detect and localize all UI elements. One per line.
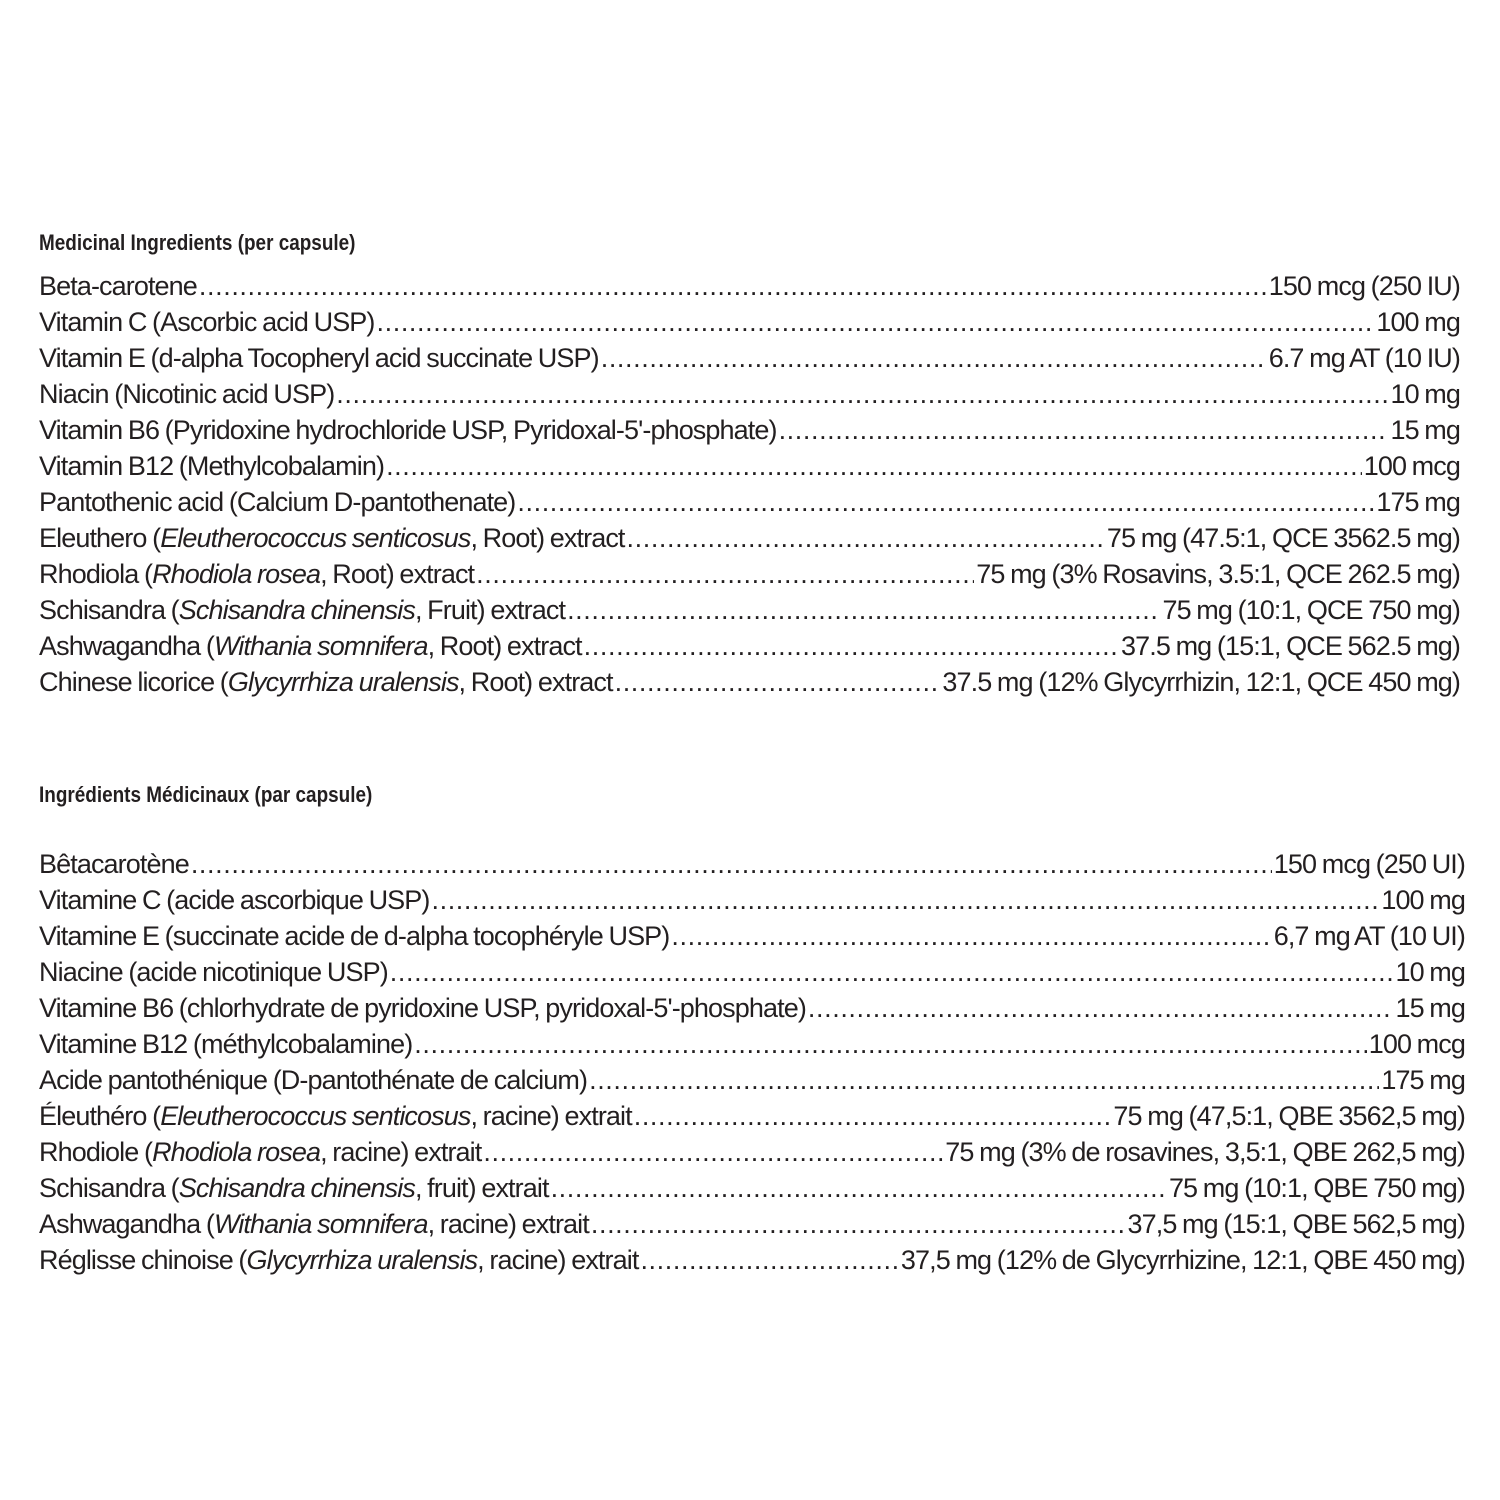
botanical-name: Eleutherococcus senticosus: [160, 523, 471, 553]
dot-leader: [601, 340, 1267, 376]
botanical-name: Withania somnifera: [213, 1209, 428, 1239]
ingredient-row: [39, 304, 1460, 340]
ingredient-name: [39, 1170, 549, 1206]
ingredient-row: [39, 664, 1460, 700]
ingredient-name-text: Vitamin B12 (Methylcobalamin): [39, 451, 385, 481]
ingredient-name: [39, 1206, 589, 1242]
ingredient-row: [39, 1242, 1465, 1278]
ingredient-name: [39, 1134, 481, 1170]
ingredient-amount: 75 mg (47.5:1, QCE 3562.5 mg): [1106, 523, 1460, 553]
ingredient-name-text: , racine) extrait: [477, 1245, 639, 1275]
ingredient-name: [39, 1098, 632, 1134]
ingredient-name-text: Vitamine E (succinate acide de d-alpha tocophéryle USP): [39, 921, 670, 951]
dot-leader: [517, 484, 1374, 520]
ingredient-row: [39, 520, 1460, 556]
ingredient-name-text: Bêtacarotène: [39, 849, 189, 879]
ingredient-name-text: Beta-carotene: [39, 271, 197, 301]
ingredient-name-text: , Root) extract: [458, 667, 613, 697]
ingredient-name-text: Chinese licorice (: [39, 667, 228, 697]
ingredient-name-text: , Root) extract: [470, 523, 625, 553]
dot-leader: [627, 520, 1105, 556]
botanical-name: Schisandra chinensis: [178, 1173, 415, 1203]
ingredient-amount: 37.5 mg (15:1, QCE 562.5 mg): [1121, 631, 1460, 661]
dot-leader: [591, 1206, 1126, 1242]
dot-leader: [808, 990, 1394, 1026]
dot-leader: [199, 268, 1267, 304]
ingredient-amount: 100 mg: [1381, 885, 1465, 915]
ingredient-name: [39, 846, 189, 882]
ingredient-amount: 150 mcg (250 UI): [1273, 849, 1465, 879]
ingredient-name: [39, 448, 384, 484]
dot-leader: [386, 448, 1362, 484]
ingredient-name-text: Schisandra (: [39, 595, 179, 625]
botanical-name: Withania somnifera: [213, 631, 428, 661]
ingredient-name: [39, 340, 599, 376]
ingredient-name-text: Vitamin E (d-alpha Tocopheryl acid succinate USP): [39, 343, 599, 373]
ingredient-name: [39, 556, 474, 592]
ingredient-row: [39, 412, 1460, 448]
ingredient-row: [39, 1134, 1465, 1170]
ingredient-row: [39, 1098, 1465, 1134]
ingredient-name-text: Rhodiole (: [39, 1137, 153, 1167]
ingredient-name: [39, 1242, 638, 1278]
ingredient-name-text: Niacin (Nicotinic acid USP): [39, 379, 335, 409]
botanical-name: Glycyrrhiza uralensis: [246, 1245, 478, 1275]
ingredient-name: [39, 882, 430, 918]
english-heading: Medicinal Ingredients (per capsule): [39, 230, 356, 255]
dot-leader: [377, 304, 1375, 340]
ingredient-amount: 100 mg: [1376, 307, 1460, 337]
english-ingredient-list: [39, 268, 1460, 700]
ingredient-row: [39, 448, 1460, 484]
ingredient-name-text: , racine) extrait: [427, 1209, 589, 1239]
ingredient-name: [39, 304, 375, 340]
ingredient-amount: 75 mg (10:1, QBE 750 mg): [1168, 1173, 1465, 1203]
ingredient-row: [39, 1062, 1465, 1098]
ingredient-name: [39, 1026, 412, 1062]
ingredient-row: [39, 628, 1460, 664]
ingredient-row: [39, 556, 1460, 592]
dot-leader: [671, 918, 1271, 954]
ingredient-name: [39, 520, 625, 556]
dot-leader: [634, 1098, 1112, 1134]
ingredient-name: [39, 954, 388, 990]
ingredient-row: [39, 990, 1465, 1026]
ingredient-amount: 37.5 mg (12% Glycyrrhizin, 12:1, QCE 450 mg): [942, 667, 1460, 697]
dot-leader: [483, 1134, 943, 1170]
ingredient-name-text: , Root) extract: [320, 559, 475, 589]
dot-leader: [615, 664, 941, 700]
ingredient-row: [39, 882, 1465, 918]
ingredient-row: [39, 954, 1465, 990]
ingredient-name-text: , Fruit) extract: [414, 595, 566, 625]
ingredient-name-text: , fruit) extrait: [414, 1173, 549, 1203]
ingredient-name-text: , racine) extrait: [470, 1101, 632, 1131]
ingredient-amount: 75 mg (3% de rosavines, 3,5:1, QBE 262,5 mg): [945, 1137, 1465, 1167]
ingredient-name-text: Vitamin C (Ascorbic acid USP): [39, 307, 375, 337]
ingredient-name-text: Réglisse chinoise (: [39, 1245, 247, 1275]
ingredient-amount: 10 mg: [1390, 379, 1460, 409]
ingredient-name: [39, 664, 613, 700]
ingredient-name-text: Vitamine B12 (méthylcobalamine): [39, 1029, 413, 1059]
dot-leader: [414, 1026, 1366, 1062]
ingredient-name: [39, 592, 565, 628]
dot-leader: [584, 628, 1119, 664]
ingredient-amount: 15 mg: [1390, 415, 1460, 445]
ingredient-name-text: , racine) extrait: [320, 1137, 482, 1167]
dot-leader: [640, 1242, 898, 1278]
ingredient-name: [39, 1062, 587, 1098]
ingredient-amount: 37,5 mg (15:1, QBE 562,5 mg): [1127, 1209, 1465, 1239]
ingredient-amount: 37,5 mg (12% de Glycyrrhizine, 12:1, QBE 450 mg): [900, 1245, 1465, 1275]
english-ingredients-section: [39, 226, 1460, 700]
ingredient-name: [39, 990, 806, 1026]
ingredient-name-text: Ashwagandha (: [39, 631, 214, 661]
ingredient-name-text: Eleuthero (: [39, 523, 161, 553]
ingredient-name-text: Acide pantothénique (D-pantothénate de calcium): [39, 1065, 588, 1095]
ingredient-amount: 75 mg (10:1, QCE 750 mg): [1162, 595, 1460, 625]
french-ingredients-section: [39, 778, 1465, 1278]
dot-leader: [336, 376, 1388, 412]
dot-leader: [432, 882, 1380, 918]
ingredient-name-text: Schisandra (: [39, 1173, 179, 1203]
ingredient-row: [39, 592, 1460, 628]
french-ingredient-list: [39, 846, 1465, 1278]
ingredient-name-text: Pantothenic acid (Calcium D-pantothenate): [39, 487, 516, 517]
dot-leader: [390, 954, 1394, 990]
ingredient-row: [39, 340, 1460, 376]
ingredient-amount: 175 mg: [1381, 1065, 1465, 1095]
ingredient-name-text: Ashwagandha (: [39, 1209, 214, 1239]
ingredient-row: [39, 846, 1465, 882]
ingredient-amount: 100 mcg: [1368, 1029, 1465, 1059]
ingredient-amount: 10 mg: [1395, 957, 1465, 987]
botanical-name: Rhodiola rosea: [152, 1137, 321, 1167]
ingredient-name: [39, 376, 334, 412]
ingredient-name: [39, 412, 777, 448]
ingredient-row: [39, 268, 1460, 304]
ingredient-amount: 75 mg (3% Rosavins, 3.5:1, QCE 262.5 mg): [976, 559, 1460, 589]
ingredient-name-text: Vitamin B6 (Pyridoxine hydrochloride USP, Pyridoxal-5'-phosphate): [39, 415, 777, 445]
ingredient-amount: 15 mg: [1395, 993, 1465, 1023]
botanical-name: Eleutherococcus senticosus: [160, 1101, 471, 1131]
ingredient-name-text: Vitamine C (acide ascorbique USP): [39, 885, 430, 915]
ingredient-name: [39, 268, 197, 304]
dot-leader: [476, 556, 974, 592]
ingredient-row: [39, 484, 1460, 520]
ingredient-row: [39, 1026, 1465, 1062]
ingredient-amount: 150 mcg (250 IU): [1268, 271, 1460, 301]
dot-leader: [779, 412, 1389, 448]
ingredient-name-text: Vitamine B6 (chlorhydrate de pyridoxine USP, pyridoxal-5'-phosphate): [39, 993, 806, 1023]
dot-leader: [551, 1170, 1167, 1206]
dot-leader: [567, 592, 1160, 628]
ingredient-amount: 6,7 mg AT (10 UI): [1273, 921, 1465, 951]
ingredient-amount: 75 mg (47,5:1, QBE 3562,5 mg): [1113, 1101, 1465, 1131]
ingredient-amount: 100 mcg: [1363, 451, 1460, 481]
ingredient-amount: 6.7 mg AT (10 IU): [1268, 343, 1460, 373]
botanical-name: Rhodiola rosea: [152, 559, 321, 589]
french-heading: Ingrédients Médicinaux (par capsule): [39, 782, 373, 807]
ingredient-amount: 175 mg: [1376, 487, 1460, 517]
ingredient-name-text: Niacine (acide nicotinique USP): [39, 957, 388, 987]
ingredient-row: [39, 1206, 1465, 1242]
ingredient-row: [39, 1170, 1465, 1206]
ingredient-name: [39, 484, 515, 520]
ingredient-row: [39, 918, 1465, 954]
ingredient-name: [39, 918, 669, 954]
dot-leader: [589, 1062, 1379, 1098]
botanical-name: Glycyrrhiza uralensis: [227, 667, 459, 697]
dot-leader: [191, 846, 1272, 882]
ingredient-name-text: , Root) extract: [427, 631, 582, 661]
ingredient-name-text: Rhodiola (: [39, 559, 153, 589]
ingredient-row: [39, 376, 1460, 412]
botanical-name: Schisandra chinensis: [178, 595, 415, 625]
ingredient-name: [39, 628, 582, 664]
ingredient-name-text: Éleuthéro (: [39, 1101, 161, 1131]
